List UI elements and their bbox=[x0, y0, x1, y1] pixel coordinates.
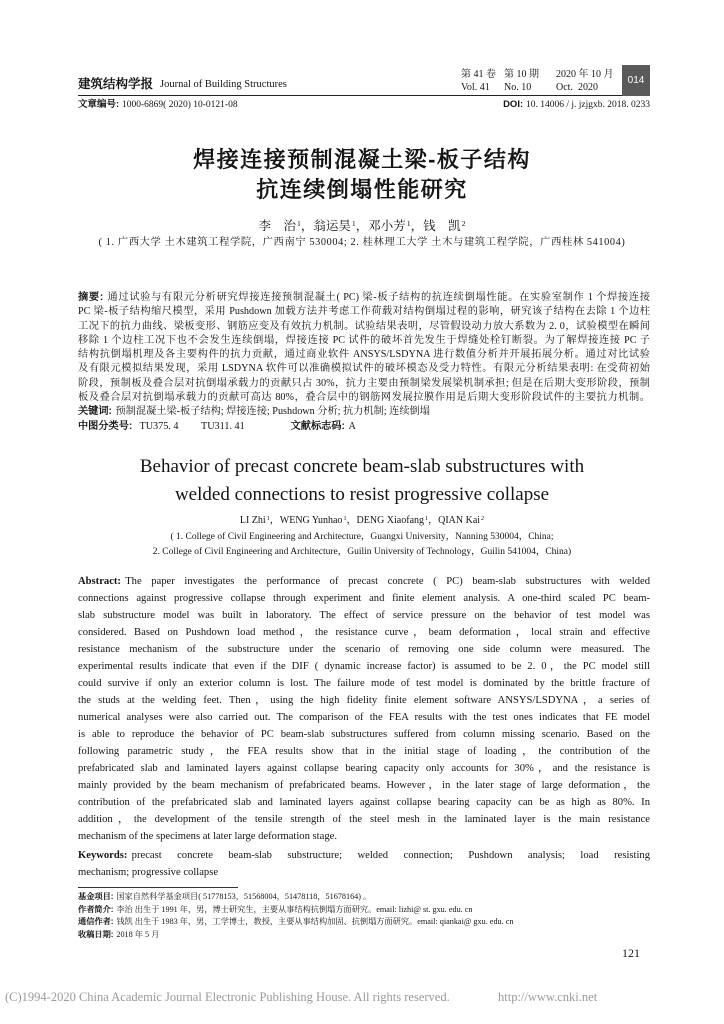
author-cn-name: 翁运昊 bbox=[313, 219, 351, 233]
abstract-en-text: mainly provided by the beam mechanism of prefabricated beams. However，in the later stage of large deformation，the bbox=[78, 780, 650, 792]
clc-code: TU375. 4 bbox=[139, 420, 179, 432]
abstract-cn-line bbox=[78, 334, 650, 348]
author-cn-name: 李 治 bbox=[258, 219, 296, 233]
abstract-cn bbox=[78, 291, 650, 434]
doc-code-label: 文献标志码: bbox=[290, 420, 345, 432]
footnote-row bbox=[78, 904, 650, 917]
footnote-text: 国家自然科学基金项目( 51778153，51568004，51478118，51678164) 。 bbox=[116, 892, 372, 901]
article-number bbox=[78, 98, 238, 112]
footnote-row bbox=[78, 916, 650, 929]
abstract-en-line bbox=[78, 811, 650, 828]
abstract-en-text: is able to reproduce the behavior of PC beam-slab substructures suffered from column missing scenario. Based on the bbox=[78, 729, 650, 741]
abstract-cn-line bbox=[78, 362, 650, 376]
abstract-cn-line bbox=[78, 391, 650, 405]
abstract-en-text: experimental results indicate that even if the DIF ( dynamic increase factor) is assumed to be 2. 0，the PC model still bbox=[78, 660, 650, 672]
author-cn-name: 邓小芳 bbox=[368, 219, 406, 233]
keywords-cn bbox=[78, 405, 650, 419]
footnote-text: 李治 出生于 1991 年，男，博士研究生，主要从事结构抗倒塌方面研究。email: lizhi@ st. gxu. edu. cn bbox=[116, 904, 473, 914]
affiliation-marker: 2 bbox=[461, 218, 466, 228]
keywords-en-line bbox=[78, 864, 650, 881]
journal-name-cn: 建筑结构学报 bbox=[78, 77, 154, 91]
abstract-en-line bbox=[78, 777, 650, 794]
abstract-en-text: numerical analyses were also carried out. The comparison of the FEA results with the test ones indicates that FE model bbox=[78, 712, 650, 723]
abstract-cn-line bbox=[78, 377, 650, 391]
abstract-en-line bbox=[78, 760, 650, 777]
date-cn: 2020 年 10 月 bbox=[556, 69, 614, 80]
footnote-row bbox=[78, 929, 650, 942]
abstract-en-text: The paper investigates the performance of precast concrete ( PC) beam-slab substructures with welded bbox=[125, 575, 650, 587]
abstract-en-line bbox=[78, 641, 650, 658]
abstract-cn-text: 及有限元模拟结果发现，采用 LSDYNA 软件可以准确模拟试件的破坏模态及受力特性。有限元分析结果表明: 在受荷初始 bbox=[78, 363, 650, 375]
abstract-cn-text: 结构抗倒塌机理及各主要构件的抗力贡献，通过商业软件 ANSYS/LSDYNA 进行数值分析并开展拓展分析。通过对比试验 bbox=[78, 349, 650, 361]
date-en: Oct. 2020 bbox=[556, 82, 598, 93]
footnote-label: 作者简介: bbox=[78, 904, 114, 914]
footnote-text: 钱凯 出生于 1983 年，男，工学博士，教授，主要从事结构加固、抗倒塌方面研究。email: qiankai@ gxu. edu. cn bbox=[116, 917, 514, 927]
abstract-en-text: resistance mechanism of the substructure under the scenario of removing one side column were measured. The bbox=[78, 643, 650, 655]
abstract-cn-line bbox=[78, 305, 650, 319]
author-cn-name: 钱 凯 bbox=[423, 219, 461, 233]
abstract-cn-text: 通过试验与有限元分析研究焊接连接预制混凝土( PC) 梁-板子结构的抗连续倒塌性能。在实验室制作 1 个焊接连接 bbox=[106, 292, 650, 303]
footnote-text: 2018 年 5 月 bbox=[116, 929, 160, 939]
affiliations-cn: ( 1. 广西大学 土木建筑工程学院，广西南宁 530004; 2. 桂林理工大学 土木与建筑工程学院，广西桂林 541004) bbox=[98, 237, 626, 248]
keywords-en-text: precast concrete beam-slab substructure; welded connection; Pushdown analysis; load resisting bbox=[131, 849, 650, 861]
clc-code: TU311. 41 bbox=[200, 420, 245, 432]
abstract-en-text: connections against progressive collapse through experiment and finite element analysis. A one-third scaled PC beam- bbox=[78, 592, 650, 604]
footnote-label: 收稿日期: bbox=[78, 929, 114, 939]
issue-en: No. 10 bbox=[504, 82, 532, 93]
abstract-en-line bbox=[78, 794, 650, 811]
author-en-name: LI Zhi bbox=[239, 515, 266, 526]
watermark-copyright: (C)1994-2020 China Academic Journal Electronic Publishing House. All rights reserved. bbox=[5, 990, 450, 1004]
keywords-en bbox=[78, 847, 650, 881]
affiliation-marker: 1 bbox=[425, 514, 429, 522]
abstract-en-text: the studs at the welding feet. Then，using the high fidelity finite element software ANSYS/LSDYNA，a series of bbox=[78, 694, 650, 706]
affiliation-marker: 2 bbox=[481, 514, 485, 522]
issue-cn: 第 10 期 bbox=[504, 69, 539, 80]
abstract-en bbox=[78, 573, 650, 846]
abstract-cn-text: 阶段，预制板及叠合层对抗倒塌承载力的贡献只占 30%，抗力主要由预制梁发展梁机制承担; 但是在后期大变形阶段，预制 bbox=[78, 377, 650, 389]
abstract-en-text: contribution of the prefabricated slab and laminated layers against collapse bearing capacity can be as high as 80%. In bbox=[78, 797, 650, 809]
abstract-en-text: following parametric study，the FEA results show that in the initial stage of loading，the contribution of the bbox=[78, 746, 650, 758]
abstract-en-line bbox=[78, 590, 650, 607]
affiliation-marker: 1 bbox=[343, 514, 347, 522]
keywords-en-text: mechanism; progressive collapse bbox=[78, 866, 219, 878]
header-rule bbox=[78, 95, 622, 96]
journal-name-en: Journal of Building Structures bbox=[160, 79, 287, 90]
affiliation-marker: 1 bbox=[351, 218, 356, 228]
author-separator: ， bbox=[346, 515, 357, 526]
footnotes bbox=[78, 891, 650, 941]
authors-cn bbox=[0, 218, 724, 236]
volume-cn: 第 41 卷 bbox=[461, 69, 496, 80]
title-en-line-1: Behavior of precast concrete beam-slab substructures with bbox=[139, 456, 585, 477]
classification bbox=[78, 420, 650, 434]
footnote-row bbox=[78, 891, 650, 904]
keywords-en-line bbox=[78, 847, 650, 864]
affiliation-marker: 1 bbox=[406, 218, 411, 228]
page-number: 121 bbox=[622, 946, 640, 960]
abstract-en-text: slab substructure model was built in laboratory. The effect of service pressure on the behavior of test model was bbox=[78, 609, 650, 621]
footnote-rule bbox=[78, 887, 238, 888]
affiliation-marker: 1 bbox=[296, 218, 301, 228]
author-separator: ， bbox=[269, 515, 280, 526]
doc-code-value: A bbox=[348, 420, 356, 432]
abstract-en-line bbox=[78, 709, 650, 726]
page-tag-box: 014 bbox=[622, 65, 650, 96]
abstract-cn-text: 板及叠合层对抗倒塌承载力的贡献可高达 80%，叠合层中的钢筋网发展拉膜作用是后期大变形阶段试件的主要抗力机制。 bbox=[78, 392, 650, 404]
abstract-en-text: addition，the development of the tensile strength of the steel mesh in the laminated layer is the main resistance bbox=[78, 814, 650, 826]
abstract-cn-body bbox=[78, 291, 650, 405]
author-en-name: WENG Yunhao bbox=[279, 515, 343, 526]
abstract-cn-line bbox=[78, 291, 650, 305]
abstract-en-line bbox=[78, 675, 650, 692]
abstract-en-line bbox=[78, 573, 650, 590]
volume-en: Vol. 41 bbox=[461, 82, 490, 93]
abstract-en-line bbox=[78, 607, 650, 624]
affiliation-en-line-1: ( 1. College of Civil Engineering and Architecture，Guangxi University，Nanning 530004，China; bbox=[170, 531, 554, 542]
keywords-cn-label: 关键词: bbox=[78, 406, 112, 418]
abstract-en-text: mechanism of the specimens at later large deformation stage. bbox=[78, 831, 337, 843]
footnote-label: 通信作者: bbox=[78, 917, 114, 927]
abstract-en-line bbox=[78, 658, 650, 675]
abstract-cn-line bbox=[78, 320, 650, 334]
abstract-cn-line bbox=[78, 348, 650, 362]
abstract-cn-label: 摘要: bbox=[78, 292, 104, 303]
title-en-line-2: welded connections to resist progressive collapse bbox=[174, 484, 550, 505]
watermark-url: http://www.cnki.net bbox=[498, 990, 598, 1004]
abstract-en-label: Abstract: bbox=[78, 575, 121, 587]
abstract-en-line bbox=[78, 828, 650, 845]
author-separator: ， bbox=[300, 219, 314, 233]
authors-en bbox=[0, 514, 724, 528]
author-separator: ， bbox=[410, 219, 424, 233]
doi bbox=[503, 98, 650, 112]
title-cn-line-1: 焊接连接预制混凝土梁-板子结构 bbox=[193, 147, 531, 172]
abstract-en-text: considered. Based on Pushdown load method，the resistance curve，beam deformation，local strain and effective bbox=[78, 626, 650, 638]
abstract-en-line bbox=[78, 726, 650, 743]
abstract-en-line bbox=[78, 624, 650, 641]
keywords-cn-text: 预制混凝土梁-板子结构; 焊接连接; Pushdown 分析; 抗力机制; 连续倒塌 bbox=[115, 406, 430, 418]
abstract-cn-text: 工况下的抗力曲线、梁板变形、钢筋应变及有效抗力机制。试验结果表明，尽管假设动力放大系数为 2. 0，试验模型在瞬间 bbox=[78, 320, 650, 332]
affiliation-en-line-2: 2. College of Civil Engineering and Architecture，Guilin University of Technology，Guilin 541004，China) bbox=[152, 546, 572, 557]
abstract-cn-text: 移除 1 个边柱工况下也不会发生连续倒塌，焊接连接 PC 试件的破坏首先发生于焊缝处栓钉断裂。为了解焊接连接 PC 子 bbox=[78, 334, 650, 346]
author-en-name: DENG Xiaofang bbox=[356, 515, 425, 526]
title-cn-line-2: 抗连续倒塌性能研究 bbox=[256, 177, 468, 202]
doi-value: 10. 14006 / j. jzjgxb. 2018. 0233 bbox=[525, 100, 650, 110]
doi-label: DOI: bbox=[503, 99, 524, 110]
keywords-en-label: Keywords: bbox=[78, 849, 128, 861]
author-separator: ， bbox=[355, 219, 369, 233]
abstract-cn-text: PC 梁-板子结构缩尺模型，采用 Pushdown 加载方法并考虑工作荷载对结构倒塌过程的影响，研究该子结构在去除 1 个边柱 bbox=[78, 306, 650, 318]
clc-label: 中图分类号: bbox=[78, 420, 133, 432]
author-en-name: QIAN Kai bbox=[438, 515, 481, 526]
article-number-value: 1000-6869( 2020) 10-0121-08 bbox=[122, 100, 238, 110]
abstract-en-line bbox=[78, 743, 650, 760]
affiliation-marker: 1 bbox=[266, 514, 270, 522]
author-separator: ， bbox=[428, 515, 439, 526]
abstract-en-text: prefabricated slab and laminated layers against collapse bearing capacity only accounts for 30%，and the resistance is bbox=[78, 763, 650, 775]
abstract-en-line bbox=[78, 692, 650, 709]
footnote-label: 基金项目: bbox=[78, 892, 114, 901]
article-number-label: 文章编号: bbox=[78, 99, 120, 110]
abstract-en-text: could survive if only an exterior column is lost. The failure mode of test model is dominated by the brittle fracture of bbox=[78, 677, 650, 689]
